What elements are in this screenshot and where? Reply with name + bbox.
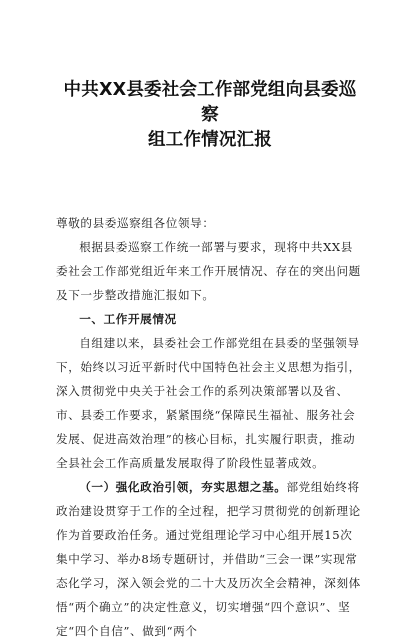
salutation: 尊敬的县委巡察组各位领导： — [56, 216, 215, 230]
document-title — [56, 78, 364, 153]
section-1-paragraph: 自组建以来，县委社会工作部党组在县委的坚强领导下，始终以习近平新时代中国特色社会主义思想为指引，深入贯彻党中央关于社会工作的系列决策部署以及省、市、县委工作要求，紧紧围绕“保障民生福祉、服务社会发展、促进高效治理”的核心目标，扎实履行职责，推动全县社会工作高质量发展取得了阶段性显著成效。 — [56, 336, 361, 470]
section-heading-1: 一、工作开展情况 — [79, 312, 177, 326]
title-line-2: 组工作情况汇报 — [148, 130, 272, 150]
subsection-1-text: 部党组始终将政治建设贯穿于工作的全过程，把学习贯彻党的创新理论作为首要政治任务。通过党组理论学习中心组开展15次集中学习、举办8场专题研讨，并借助“三会一课”实现常态化学习，深入领会党的二十大及历次全会精神，深刻体悟“两个确立”的决定性意义，切实增强“四个意识”、坚定“四个自信”、做到“两个 — [56, 480, 361, 638]
document-body — [56, 211, 364, 643]
title-line-1: 中共XX县委社会工作部党组向县委巡察 — [63, 80, 357, 125]
subsection-1-paragraph — [56, 475, 364, 643]
intro-paragraph: 根据县委巡察工作统一部署与要求，现将中共XX县委社会工作部党组近年来工作开展情况、存在的突出问题及下一步整改措施汇报如下。 — [56, 240, 361, 302]
subsection-1-heading: （一）强化政治引领，夯实思想之基。 — [79, 480, 287, 494]
